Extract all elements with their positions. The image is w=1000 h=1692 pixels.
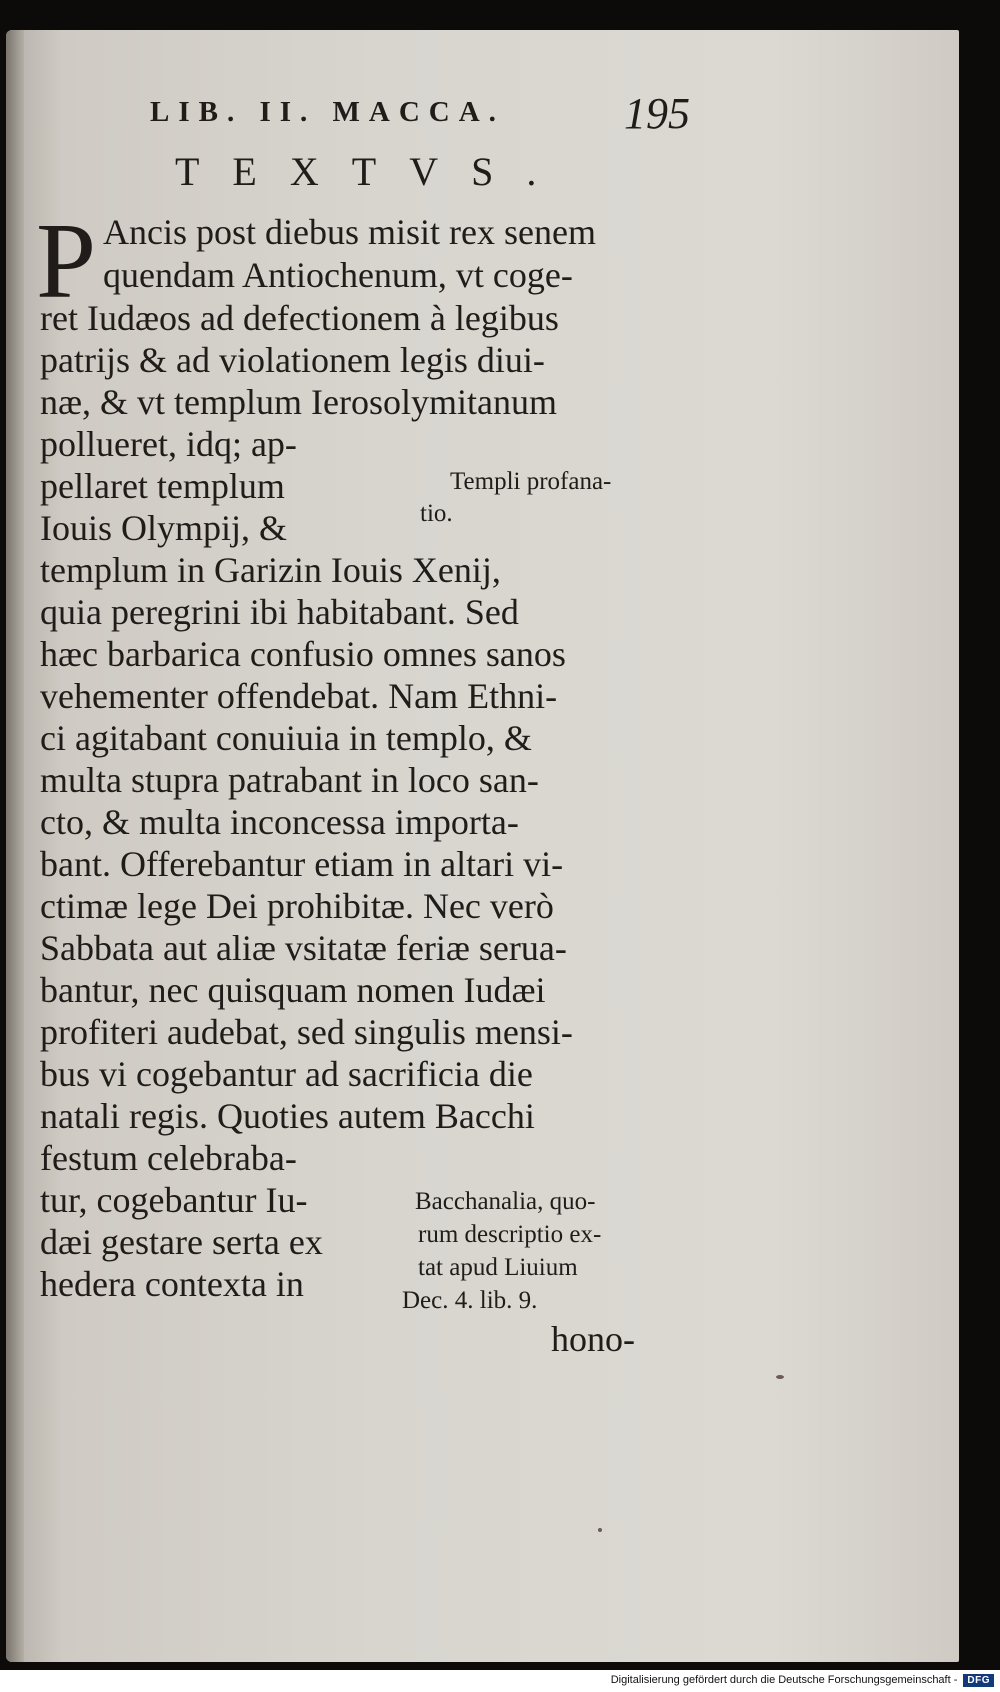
text-line: bant. Offerebantur etiam in altari vi- bbox=[40, 844, 564, 884]
page-header bbox=[150, 88, 690, 138]
text-line: Ancis post diebus misit rex senem bbox=[103, 212, 596, 252]
drop-cap: P bbox=[36, 202, 97, 321]
catchword: hono- bbox=[551, 1319, 635, 1359]
dfg-logo: DFG bbox=[963, 1674, 994, 1687]
text-line: Iouis Olympij, & bbox=[40, 508, 288, 548]
margin-note-line: Templi profana- bbox=[450, 468, 612, 495]
text-line: næ, & vt templum Ierosolymitanum bbox=[40, 382, 557, 422]
running-head: LIB. II. MACCA. bbox=[150, 96, 505, 128]
text-line: bantur, nec quisquam nomen Iudæi bbox=[40, 970, 546, 1010]
text-line: quia peregrini ibi habitabant. Sed bbox=[40, 592, 519, 632]
text-line: profiteri audebat, sed singulis mensi- bbox=[40, 1012, 573, 1052]
ink-speck bbox=[598, 1528, 602, 1532]
text-line: pellaret templum bbox=[40, 466, 285, 506]
text-line: templum in Garizin Iouis Xenij, bbox=[40, 550, 501, 590]
digitization-credit bbox=[611, 1670, 994, 1690]
page-number: 195 bbox=[624, 89, 690, 138]
text-line: tur, cogebantur Iu- bbox=[40, 1180, 308, 1220]
margin-note-line: Dec. 4. lib. 9. bbox=[402, 1287, 538, 1314]
text-line: ret Iudæos ad defectionem à legibus bbox=[40, 298, 559, 338]
text-line: multa stupra patrabant in loco san- bbox=[40, 760, 539, 800]
credit-text: Digitalisierung gefördert durch die Deutsche Forschungsgemeinschaft - bbox=[610, 1674, 958, 1686]
text-line: hedera contexta in bbox=[40, 1264, 304, 1304]
text-line: hæc barbarica confusio omnes sanos bbox=[40, 634, 566, 674]
text-line: Sabbata aut aliæ vsitatæ feriæ serua- bbox=[40, 928, 567, 968]
text-line: quendam Antiochenum, vt coge- bbox=[103, 255, 573, 295]
text-line: vehementer offendebat. Nam Ethni- bbox=[40, 676, 558, 716]
text-line: dæi gestare serta ex bbox=[40, 1222, 323, 1262]
ink-speck bbox=[776, 1375, 784, 1379]
text-line: bus vi cogebantur ad sacrificia die bbox=[40, 1054, 533, 1094]
text-line: patrijs & ad violationem legis diui- bbox=[40, 340, 545, 380]
margin-note-line: tio. bbox=[420, 500, 453, 527]
margin-note-line: Bacchanalia, quo- bbox=[415, 1188, 596, 1215]
text-line: natali regis. Quoties autem Bacchi bbox=[40, 1096, 535, 1136]
text-line: cto, & multa inconcessa importa- bbox=[40, 802, 519, 842]
page-gutter bbox=[6, 30, 24, 1662]
text-line: festum celebraba- bbox=[40, 1138, 297, 1178]
text-line: ctimæ lege Dei prohibitæ. Nec verò bbox=[40, 886, 554, 926]
text-line: pollueret, idq; ap- bbox=[40, 424, 297, 464]
margin-note-line: rum descriptio ex- bbox=[418, 1221, 602, 1248]
section-heading: TEXTVS. bbox=[175, 149, 570, 194]
text-line: ci agitabant conuiuia in templo, & bbox=[40, 718, 532, 758]
margin-note-line: tat apud Liuium bbox=[418, 1254, 578, 1281]
